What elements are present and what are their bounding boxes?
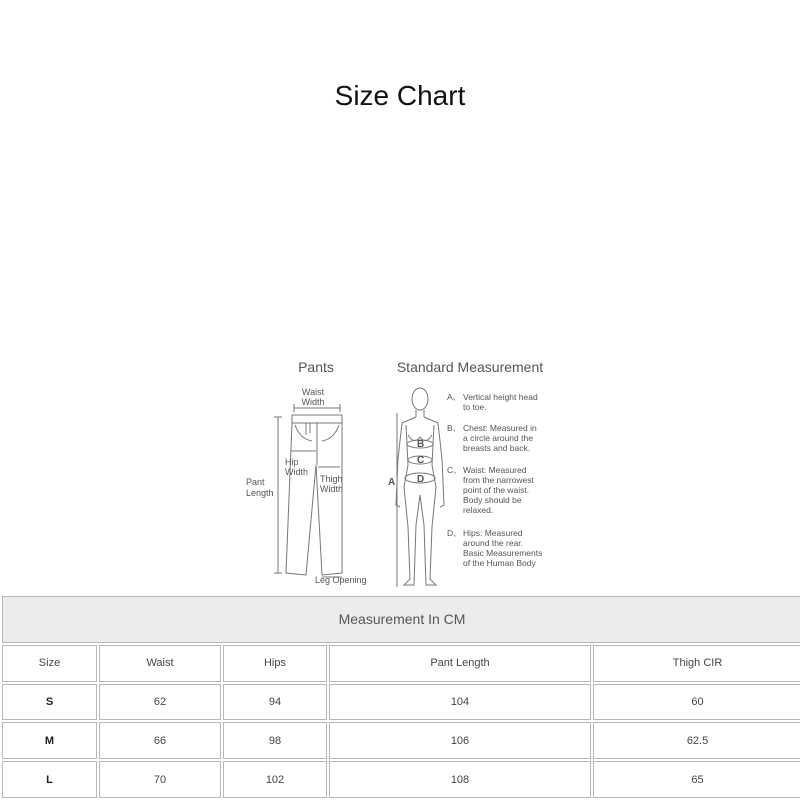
note-d-key: D、 [447,528,462,538]
note-d-line: of the Human Body [463,558,536,568]
note-c-line: Waist: Measured [463,465,527,475]
pant-length-label-2: Length [246,488,274,498]
marker-d: D [417,474,425,485]
size-table [0,594,800,800]
note-c-line: Body should be [463,495,522,505]
thigh-width-label-1: Thigh [320,474,343,484]
note-c-line: relaxed. [463,505,494,515]
marker-a: A [388,477,396,488]
note-d-line: Hips: Measured [463,528,523,538]
note-d-line: around the rear. [463,538,524,548]
hip-width-label-1: Hip [285,457,299,467]
header-hips: Hips [223,645,327,682]
table-cell-hips: 102 [223,761,327,798]
note-c-line: point of the waist. [463,485,530,495]
note-a-key: A、 [447,392,462,402]
page-title: Size Chart [334,80,466,111]
header-thigh-cir: Thigh CIR [593,645,800,682]
measurement-notes [447,392,542,568]
note-b-line: breasts and back. [463,443,531,453]
table-cell-thigh-cir: 62.5 [593,722,800,759]
note-c-line: from the narrowest [463,475,534,485]
table-cell-waist: 62 [99,684,221,721]
waist-width-label-2: Width [301,397,325,407]
table-header-row [2,645,800,682]
marker-c: C [417,455,425,466]
table-cell-pant-length: 108 [329,761,591,798]
table-cell-hips: 98 [223,722,327,759]
marker-b: B [417,439,425,450]
body-figure [396,388,444,587]
hip-width-label-2: Width [285,467,309,477]
measurement-diagram [240,355,570,595]
note-d-line: Basic Measurements [463,548,543,558]
table-cell-pant-length: 106 [329,722,591,759]
note-c-key: C、 [447,465,462,475]
thigh-width-label-2: Width [320,484,344,494]
pant-length-arrow [274,417,282,573]
table-cell-thigh-cir: 65 [593,761,800,798]
table-cell-waist: 66 [99,722,221,759]
table-cell-hips: 94 [223,684,327,721]
header-pant-length: Pant Length [329,645,591,682]
pant-length-label-1: Pant [246,477,265,487]
table-cell-waist: 70 [99,761,221,798]
table-cell-pant-length: 104 [329,684,591,721]
table-cell-size: M [2,722,97,759]
table-row [2,761,800,798]
table-row [2,722,800,759]
pants-title: Pants [298,359,334,375]
table-cell-size: S [2,684,97,721]
measurement-diagram-svg [240,355,570,595]
leg-opening-label: Leg Opening [315,575,367,585]
table-cell-size: L [2,761,97,798]
note-b-line: Chest: Measured in [463,423,537,433]
table-cell-thigh-cir: 60 [593,684,800,721]
waist-width-label-1: Waist [301,387,325,397]
pants-illustration [286,415,342,575]
header-waist: Waist [99,645,221,682]
note-b-line: a circle around the [463,433,533,443]
note-b-key: B、 [447,423,462,433]
standard-measurement-title: Standard Measurement [396,359,544,375]
table-caption: Measurement In CM [2,596,800,643]
note-a-line: Vertical height head [463,392,538,402]
table-row [2,684,800,721]
note-a-line: to toe. [463,402,487,412]
header-size: Size [2,645,97,682]
